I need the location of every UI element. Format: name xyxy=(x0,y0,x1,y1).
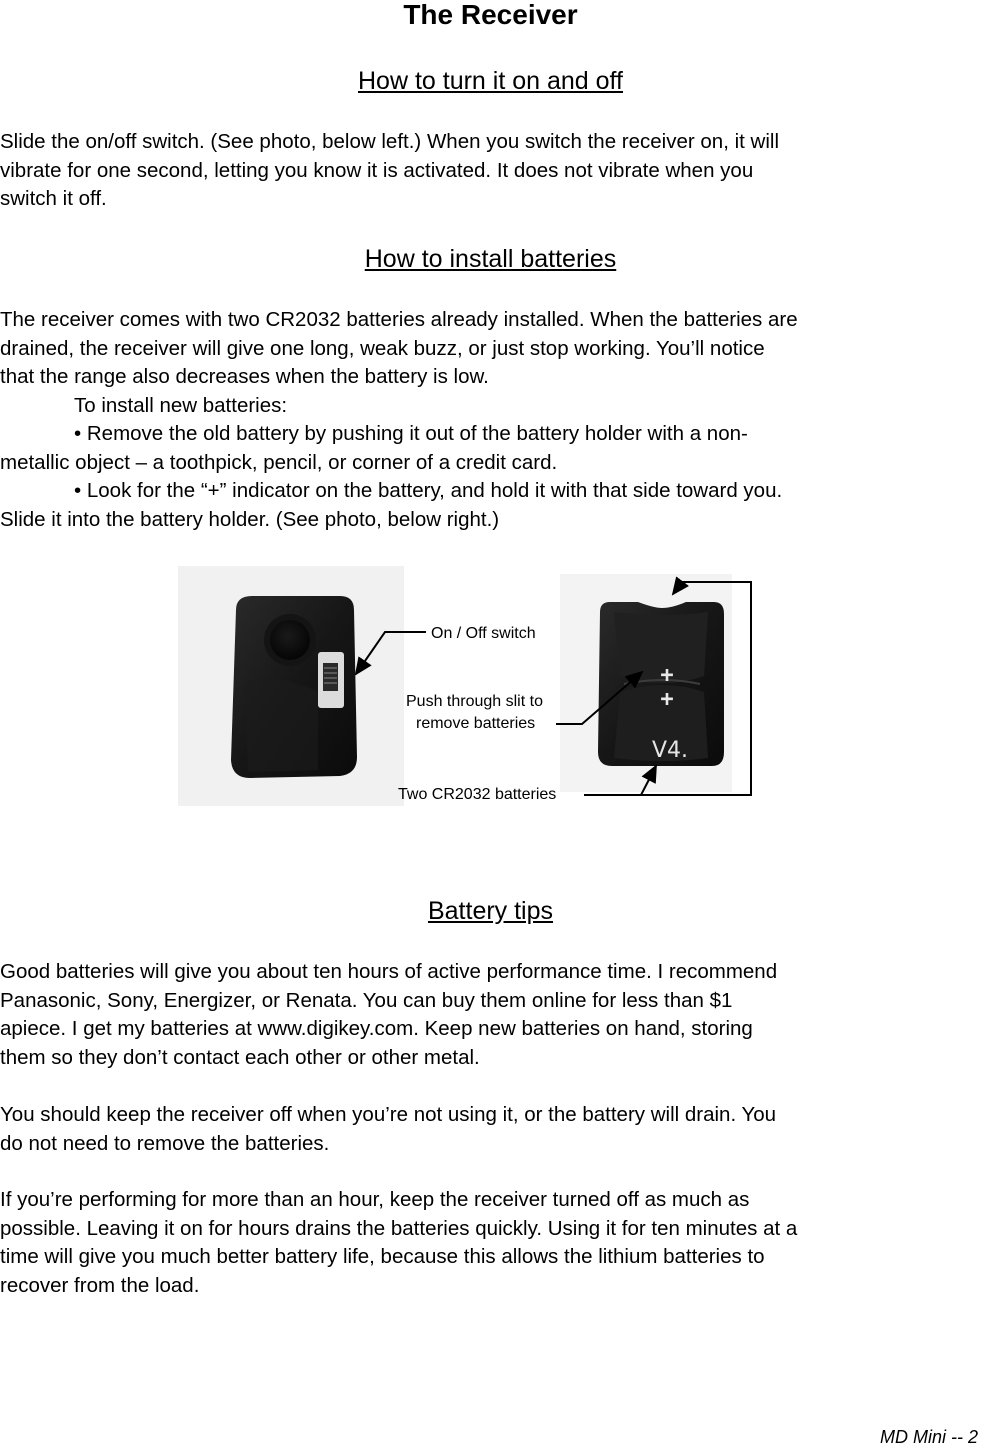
plus-sign-lower: + xyxy=(660,687,674,712)
text-line: The receiver comes with two CR2032 batteries already installed. When the batteries are xyxy=(0,308,798,331)
text-line: them so they don’t contact each other or other metal. xyxy=(0,1045,480,1069)
page-title: The Receiver xyxy=(403,0,578,30)
text-line: switch it off. xyxy=(0,187,107,210)
text-line: do not need to remove the batteries. xyxy=(0,1131,330,1155)
receiver-photo-composite xyxy=(168,552,791,822)
heading-install: How to install batteries xyxy=(364,245,617,273)
receiver-shading xyxy=(244,679,318,772)
label-batteries: Two CR2032 batteries xyxy=(398,786,557,803)
paragraph-install xyxy=(0,306,975,534)
step-intro: To install new batteries: xyxy=(74,393,288,417)
text-line: You should keep the receiver off when you’re not using it, or the battery will drain. You xyxy=(0,1103,777,1126)
text-line: If you’re performing for more than an hour, keep the receiver turned off as much as xyxy=(0,1188,750,1211)
text-line: Slide the on/off switch. (See photo, below left.) When you switch the receiver on, it will xyxy=(0,130,779,153)
text-line: time will give you much better battery life, because this allows the lithium batteries to xyxy=(0,1245,765,1268)
text-line: recover from the load. xyxy=(0,1273,200,1297)
heading-power: How to turn it on and off xyxy=(358,67,623,95)
text-line: that the range also decreases when the battery is low. xyxy=(0,365,489,388)
label-push-line-2: remove batteries xyxy=(416,715,536,732)
text-line: drained, the receiver will give one long, weak buzz, or just stop working. You’ll notice xyxy=(0,336,765,360)
step-1-line-2: metallic object – a toothpick, pencil, or corner of a credit card. xyxy=(0,450,558,474)
receiver-figure xyxy=(168,552,791,822)
paragraph-tips-1 xyxy=(0,958,975,1072)
step-2-line-1: • Look for the “+” indicator on the battery, and hold it with that side toward you. xyxy=(74,479,783,502)
heading-tips: Battery tips xyxy=(427,897,554,925)
paragraph-tips-3 xyxy=(0,1186,975,1300)
label-push-line-1: Push through slit to xyxy=(406,693,543,710)
text-line: possible. Leaving it on for hours drains the batteries quickly. Using it for ten minutes at a xyxy=(0,1216,798,1240)
switch-slider xyxy=(323,663,338,691)
text-line: Panasonic, Sony, Energizer, or Renata. You can buy them online for less than $1 xyxy=(0,988,733,1012)
text-line: Good batteries will give you about ten hours of active performance time. I recommend xyxy=(0,960,778,983)
step-1-line-1: • Remove the old battery by pushing it out of the battery holder with a non- xyxy=(74,422,748,445)
paragraph-tips-2 xyxy=(0,1101,975,1158)
page-footer: MD Mini -- 2 xyxy=(880,1427,978,1447)
paragraph-power xyxy=(0,128,975,214)
text-line: apiece. I get my batteries at www.digikey.com. Keep new batteries on hand, storing xyxy=(0,1017,753,1040)
plus-sign-upper: + xyxy=(660,663,674,688)
receiver-button xyxy=(270,620,310,660)
text-line: vibrate for one second, letting you know it is activated. It does not vibrate when you xyxy=(0,158,754,182)
step-2-line-2: Slide it into the battery holder. (See photo, below right.) xyxy=(0,507,500,531)
battery-marking: V4. xyxy=(651,738,689,763)
label-on-off-switch: On / Off switch xyxy=(431,625,536,642)
